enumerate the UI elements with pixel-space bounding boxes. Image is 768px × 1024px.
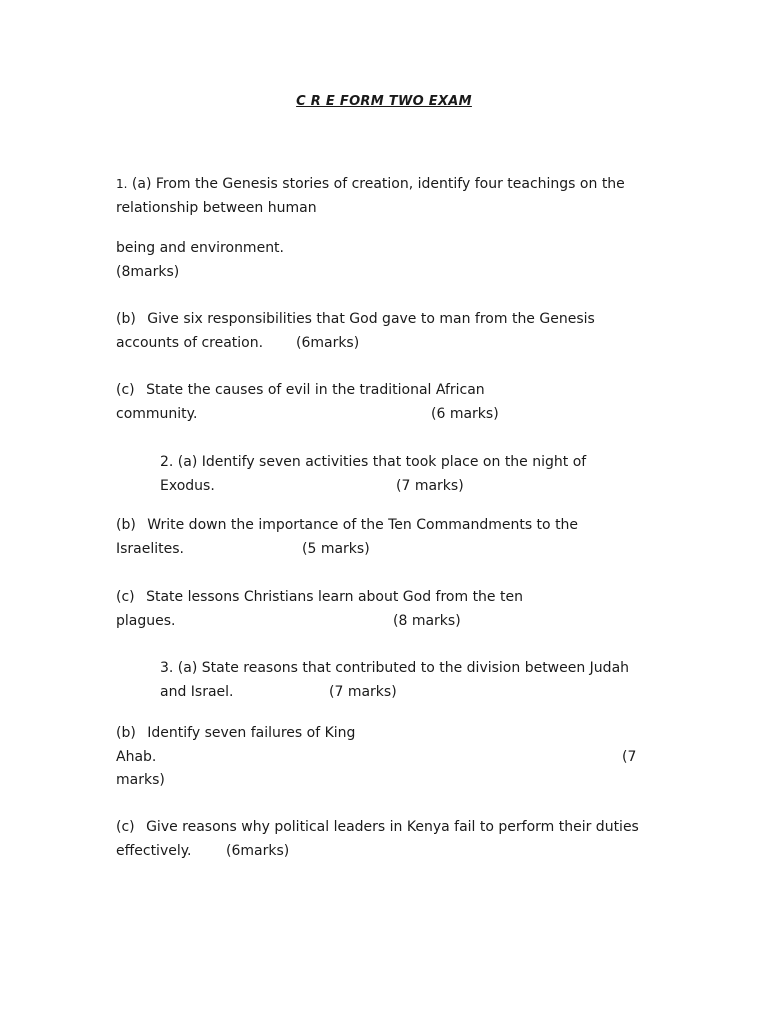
question-1a-continued <box>116 237 656 284</box>
question-3a-text-line1: 3. (a) State reasons that contributed to the division between Judah <box>160 660 630 676</box>
question-1b-label: (b) <box>116 311 136 327</box>
question-1a-marks: (8marks) <box>116 263 180 280</box>
question-3b-label: (b) <box>116 725 136 741</box>
question-2b-text-line2: Israelites. <box>116 540 184 557</box>
question-3b <box>116 722 646 793</box>
question-2a <box>160 451 650 498</box>
question-2b-text-line1: Write down the importance of the Ten Commandments to the <box>147 517 579 533</box>
question-1b-marks: (6marks) <box>295 334 360 351</box>
question-1a-text-line2: relationship between human <box>116 199 317 216</box>
question-1a-text-line3: being and environment. <box>116 240 284 256</box>
question-3c-text-line2: effectively. <box>116 842 192 859</box>
question-1-number: 1. <box>116 177 128 191</box>
question-1b <box>116 308 656 355</box>
question-3c <box>116 816 676 863</box>
question-3b-marks-part2: marks) <box>116 772 165 788</box>
question-2b-marks: (5 marks) <box>302 540 370 557</box>
question-3c-marks: (6marks) <box>226 842 290 859</box>
question-3a <box>160 657 650 704</box>
question-3b-text-line1: Identify seven failures of King <box>147 725 356 741</box>
question-1a-text-line1: (a) From the Genesis stories of creation, identify four teachings on the <box>131 176 625 192</box>
question-3a-text-line2: and Israel. <box>160 683 234 700</box>
question-2a-text-line1: 2. (a) Identify seven activities that took place on the night of <box>160 454 587 470</box>
question-1b-text-line1: Give six responsibilities that God gave to man from the Genesis <box>147 311 595 327</box>
question-2b <box>116 514 656 561</box>
question-2a-text-line2: Exodus. <box>160 477 215 494</box>
question-1b-text-line2: accounts of creation. <box>116 334 264 351</box>
question-1c-text-line2: community. <box>116 405 198 422</box>
question-2a-marks: (7 marks) <box>396 477 464 494</box>
question-3c-label: (c) <box>116 819 135 835</box>
question-2c-label: (c) <box>116 589 135 605</box>
exam-title: C R E FORM TWO EXAM <box>296 94 472 109</box>
question-2c-text-line2: plagues. <box>116 612 176 629</box>
question-1c-text-line1: State the causes of evil in the traditional African <box>146 382 485 398</box>
question-2b-label: (b) <box>116 517 136 533</box>
question-3a-marks: (7 marks) <box>329 683 397 700</box>
question-3b-marks-part1: (7 <box>622 748 637 765</box>
question-2c-marks: (8 marks) <box>393 612 461 629</box>
question-1c-marks: (6 marks) <box>431 405 499 422</box>
question-3b-text-line2: Ahab. <box>116 748 157 765</box>
question-1a <box>116 173 656 220</box>
question-3c-text-line1: Give reasons why political leaders in Kenya fail to perform their duties <box>146 819 639 835</box>
question-1c <box>116 379 656 426</box>
question-1c-label: (c) <box>116 382 135 398</box>
question-2c <box>116 586 656 633</box>
question-2c-text-line1: State lessons Christians learn about God from the ten <box>146 589 523 605</box>
